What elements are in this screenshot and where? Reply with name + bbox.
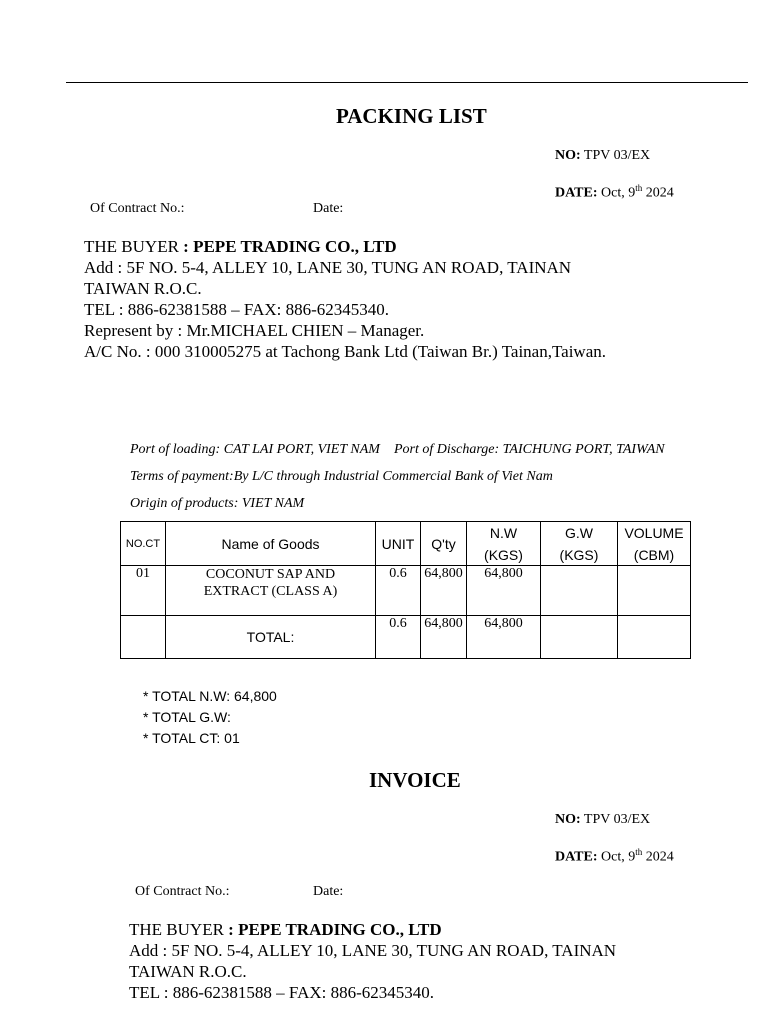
header-unit: UNIT <box>376 522 421 566</box>
invoice-title: INVOICE <box>369 768 461 792</box>
invoice-buyer-address-line2: TAIWAN R.O.C. <box>129 962 247 981</box>
total-volume <box>618 616 691 659</box>
cell-qty: 64,800 <box>421 566 467 616</box>
total-unit: 0.6 <box>376 616 421 659</box>
invoice-buyer-name: : PEPE TRADING CO., LTD <box>228 920 442 939</box>
invoice-no-value: TPV 03/EX <box>583 812 651 827</box>
header-nw: N.W (KGS) <box>467 522 541 566</box>
buyer-account: A/C No. : 000 310005275 at Tachong Bank Ltd (Taiwan Br.) Tainan,Taiwan. <box>84 342 606 361</box>
total-ct-line: * TOTAL CT: 01 <box>143 730 240 746</box>
header-volume: VOLUME (CBM) <box>618 522 691 566</box>
header-name-of-goods: Name of Goods <box>166 522 376 566</box>
top-rule <box>66 82 748 83</box>
date-suffix-sup: th <box>635 183 643 193</box>
buyer-block <box>84 236 606 362</box>
date-label: DATE: <box>555 185 598 201</box>
total-cell-no-ct <box>121 616 166 659</box>
total-nw: 64,800 <box>467 616 541 659</box>
cell-volume <box>618 566 691 616</box>
cell-no-ct: 01 <box>121 566 166 616</box>
invoice-date <box>555 847 674 866</box>
packing-list-number <box>555 148 650 164</box>
total-gw-line: * TOTAL G.W: <box>143 709 231 725</box>
totals-summary <box>143 686 277 749</box>
invoice-no-label: NO: <box>555 812 581 827</box>
port-line <box>130 442 665 458</box>
invoice-buyer-label: THE BUYER <box>129 920 224 939</box>
buyer-address-line2: TAIWAN R.O.C. <box>84 279 202 298</box>
header-no-ct: NO.CT <box>121 522 166 566</box>
invoice-buyer-block <box>129 919 616 1003</box>
total-nw-line: * TOTAL N.W: 64,800 <box>143 688 277 704</box>
buyer-name: : PEPE TRADING CO., LTD <box>183 237 397 256</box>
total-label: TOTAL: <box>166 616 376 659</box>
date-value: Oct, 9 <box>601 185 636 201</box>
packing-list-title: PACKING LIST <box>336 104 487 128</box>
table-header-row <box>121 522 691 566</box>
packing-list-date <box>555 183 674 202</box>
no-label: NO: <box>555 148 581 163</box>
buyer-address-line1: Add : 5F NO. 5-4, ALLEY 10, LANE 30, TUNG AN ROAD, TAINAN <box>84 258 572 277</box>
invoice-date-year: 2024 <box>645 849 674 865</box>
invoice-buyer-tel-fax: TEL : 886-62381588 – FAX: 886-62345340. <box>129 983 435 1002</box>
contract-no-label: Of Contract No.: <box>90 201 185 216</box>
total-gw <box>541 616 618 659</box>
header-gw: G.W (KGS) <box>541 522 618 566</box>
port-of-loading: Port of loading: CAT LAI PORT, VIET NAM <box>130 442 380 457</box>
invoice-date-label: DATE: <box>555 849 598 865</box>
invoice-contract-no-label: Of Contract No.: <box>135 884 230 899</box>
header-qty: Q'ty <box>421 522 467 566</box>
goods-name-line2: EXTRACT (CLASS A) <box>203 584 338 599</box>
contract-date-label: Date: <box>313 201 344 216</box>
origin-of-products: Origin of products: VIET NAM <box>130 496 305 511</box>
invoice-date-sup: th <box>635 847 643 857</box>
cell-unit: 0.6 <box>376 566 421 616</box>
invoice-buyer-line <box>129 919 616 940</box>
table-total-row <box>121 616 691 659</box>
buyer-label: THE BUYER <box>84 237 179 256</box>
goods-table <box>120 521 691 659</box>
payment-terms: Terms of payment:By L/C through Industrial Commercial Bank of Viet Nam <box>130 469 553 484</box>
invoice-buyer-address-line1: Add : 5F NO. 5-4, ALLEY 10, LANE 30, TUNG AN ROAD, TAINAN <box>129 941 617 960</box>
buyer-representative: Represent by : Mr.MICHAEL CHIEN – Manager. <box>84 321 425 340</box>
invoice-number <box>555 812 650 828</box>
table-row <box>121 566 691 616</box>
total-qty: 64,800 <box>421 616 467 659</box>
port-of-discharge: Port of Discharge: TAICHUNG PORT, TAIWAN <box>393 442 665 457</box>
cell-gw <box>541 566 618 616</box>
goods-name-line1: COCONUT SAP AND <box>205 567 336 582</box>
no-value: TPV 03/EX <box>583 148 651 163</box>
cell-nw: 64,800 <box>467 566 541 616</box>
date-year: 2024 <box>645 185 674 201</box>
buyer-line <box>84 236 606 257</box>
buyer-tel-fax: TEL : 886-62381588 – FAX: 886-62345340. <box>84 300 390 319</box>
invoice-contract-date-label: Date: <box>313 884 344 899</box>
cell-name-of-goods <box>166 566 376 616</box>
invoice-date-value: Oct, 9 <box>601 849 636 865</box>
